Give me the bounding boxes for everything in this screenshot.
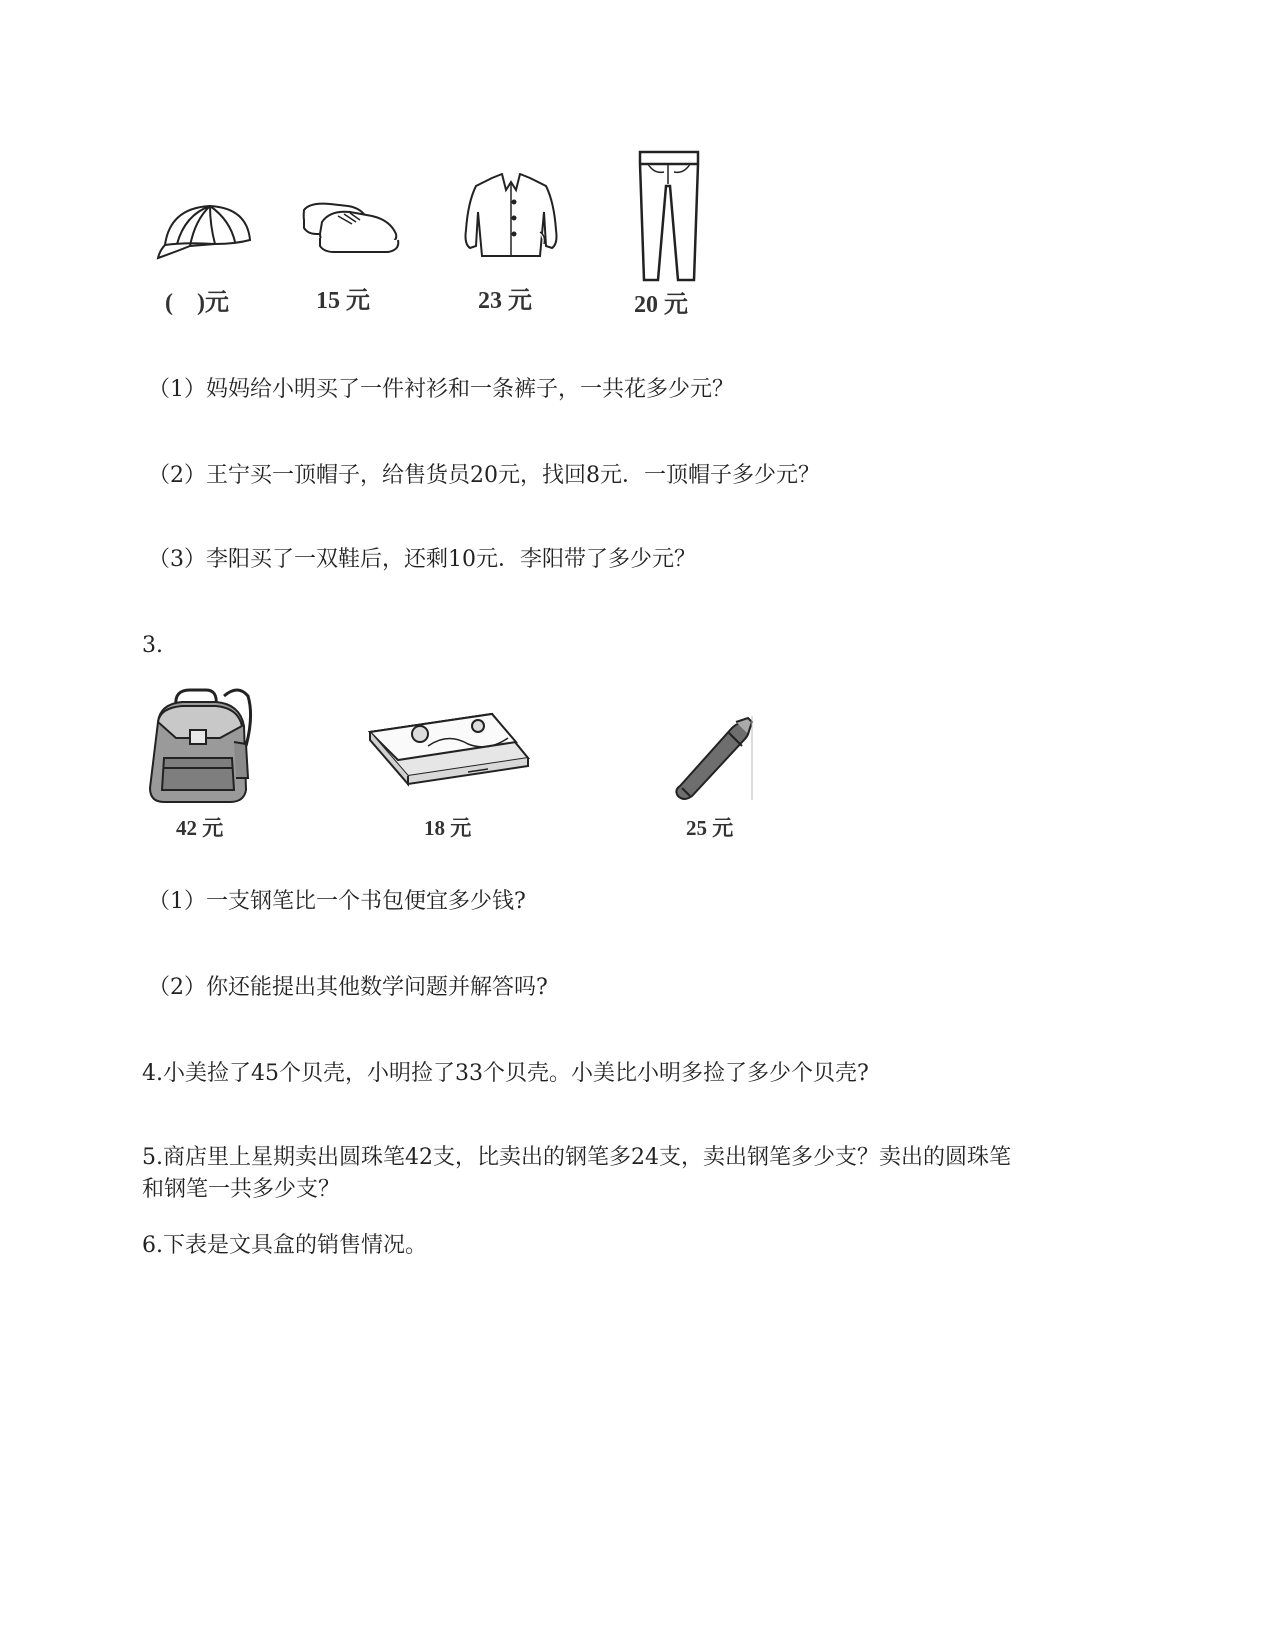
- pencil-case-price: 18 元: [424, 816, 472, 840]
- cap-price: ( )元: [165, 290, 229, 316]
- shoes-price: 15 元: [316, 288, 370, 314]
- pencil-case-icon: [368, 712, 532, 778]
- question-6: 6.下表是文具盒的销售情况。: [142, 1233, 427, 1258]
- section3-question-1: （1）一支钢笔比一个书包便宜多少钱?: [148, 889, 526, 914]
- shirt-icon: [462, 172, 560, 258]
- section3-question-2: （2）你还能提出其他数学问题并解答吗?: [148, 975, 548, 1000]
- cap-icon: [155, 200, 255, 262]
- backpack-icon: [146, 686, 254, 804]
- pen-icon: [672, 716, 754, 800]
- section2-question-3: （3）李阳买了一双鞋后，还剩10元．李阳带了多少元？: [148, 547, 696, 572]
- shoes-icon: [300, 198, 402, 254]
- pants-price: 20 元: [634, 292, 688, 318]
- question-5-line-1: 5.商店里上星期卖出圆珠笔42支，比卖出的钢笔多24支，卖出钢笔多少支？卖出的圆珠笔: [142, 1145, 1011, 1170]
- pants-icon: [636, 150, 702, 282]
- section3-number: 3.: [142, 633, 163, 658]
- backpack-price: 42 元: [176, 816, 224, 840]
- question-4: 4.小美捡了45个贝壳，小明捡了33个贝壳。小美比小明多捡了多少个贝壳?: [142, 1061, 869, 1086]
- shirt-price: 23 元: [478, 288, 532, 314]
- pen-price: 25 元: [686, 816, 734, 840]
- question-5-line-2: 和钢笔一共多少支？: [142, 1177, 341, 1202]
- section2-question-2: （2）王宁买一顶帽子，给售货员20元，找回8元．一顶帽子多少元？: [148, 463, 820, 488]
- section2-question-1: （1）妈妈给小明买了一件衬衫和一条裤子，一共花多少元？: [148, 377, 734, 402]
